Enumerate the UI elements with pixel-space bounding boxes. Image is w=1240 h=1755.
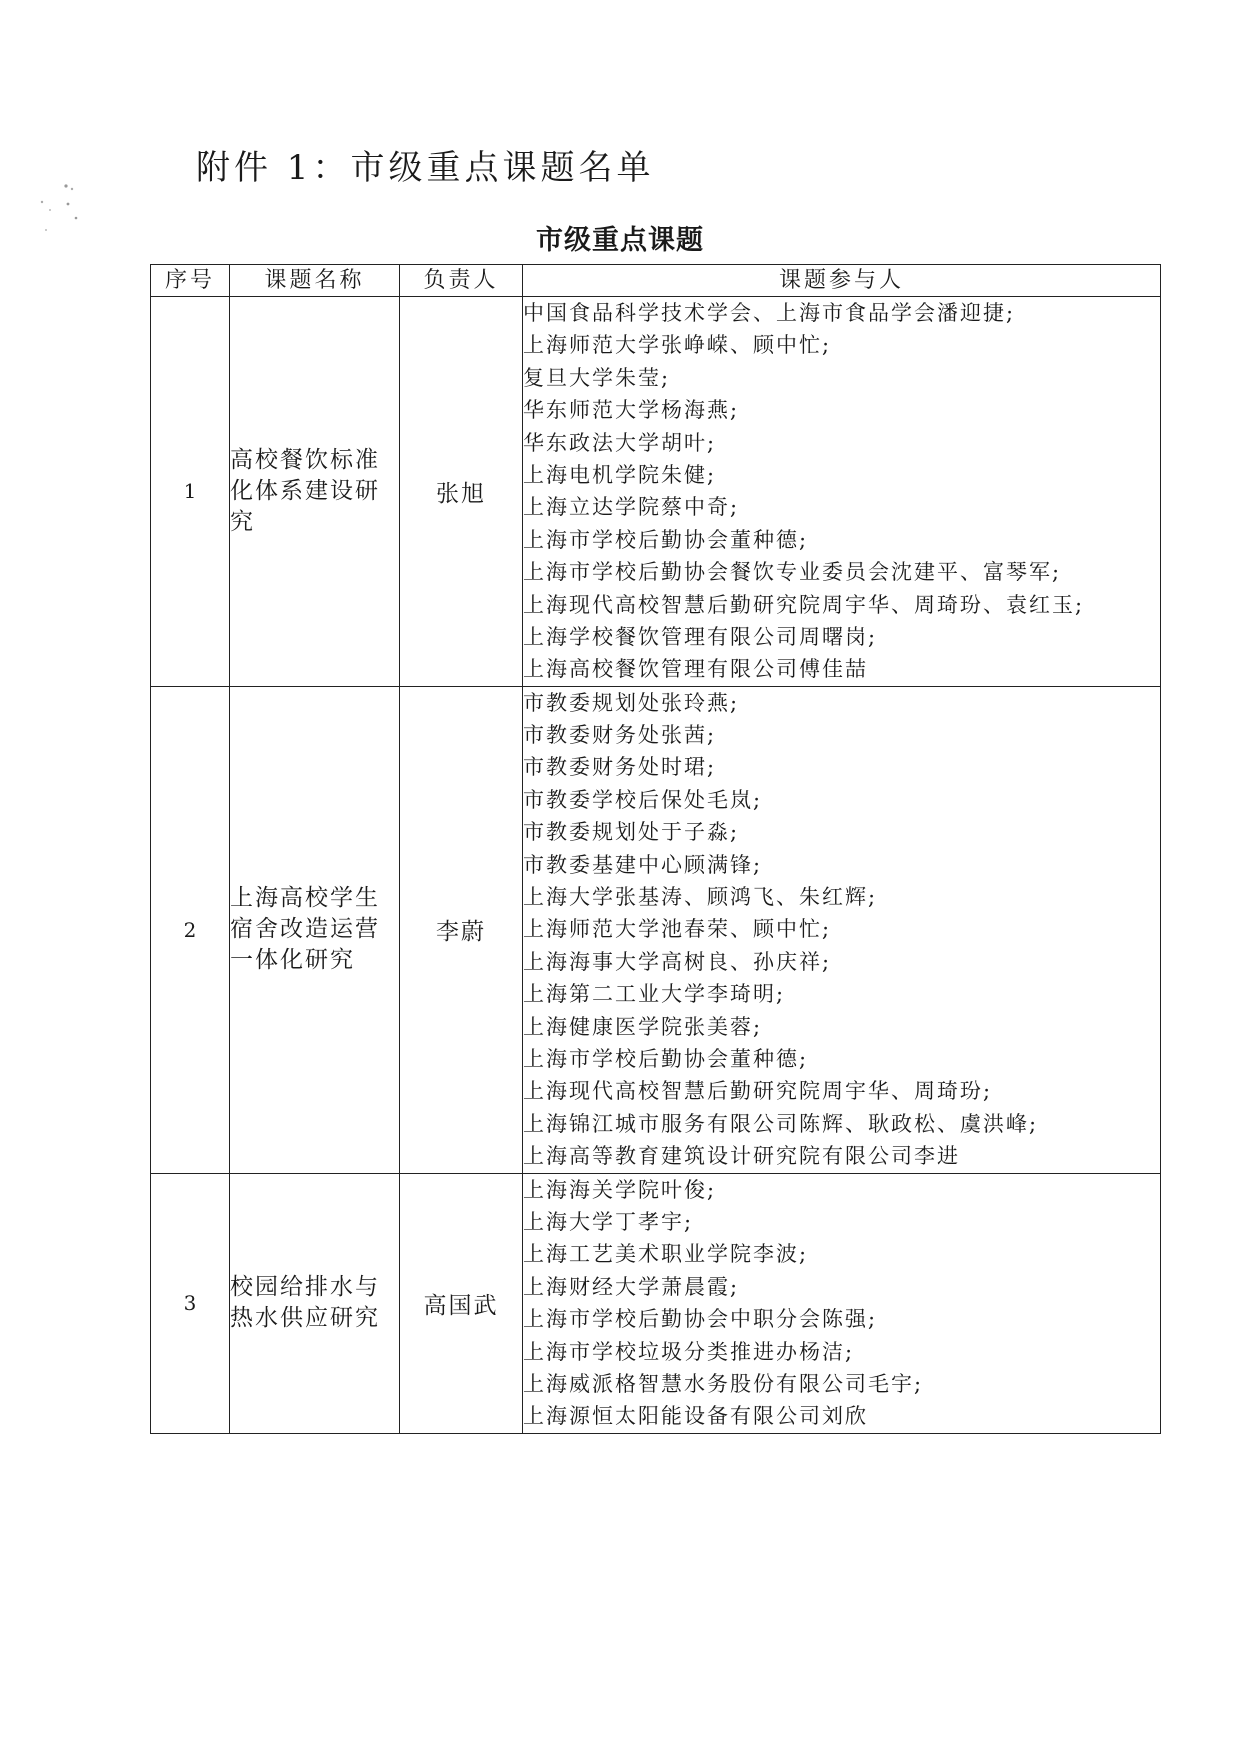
topic-name: 高校餐饮标准化体系建设研究: [230, 297, 400, 687]
member-line: 上海师范大学池春荣、顾中忙;: [523, 917, 832, 942]
row-index: 2: [151, 686, 230, 1173]
member-line: 上海第二工业大学李琦明;: [523, 982, 786, 1007]
member-line: 市教委财务处时珺;: [523, 755, 717, 780]
topic-lead: 张旭: [400, 297, 523, 687]
topic-table: [150, 264, 1161, 1434]
member-line: 上海源恒太阳能设备有限公司刘欣: [523, 1404, 868, 1429]
member-line: 上海威派格智慧水务股份有限公司毛宇;: [523, 1371, 924, 1396]
table-row: [151, 297, 1161, 687]
topic-members: [523, 686, 1161, 1173]
member-line: 上海立达学院蔡中奇;: [523, 495, 740, 520]
member-line: 上海财经大学萧晨霞;: [523, 1274, 740, 1299]
member-line: 上海大学张基涛、顾鸿飞、朱红辉;: [523, 885, 878, 910]
member-line: 上海健康医学院张美蓉;: [523, 1014, 763, 1039]
header-topic-name: 课题名称: [230, 265, 400, 297]
topic-members: [523, 297, 1161, 687]
member-line: 上海大学丁孝宇;: [523, 1209, 694, 1234]
member-line: 市教委规划处张玲燕;: [523, 690, 740, 715]
member-line: 上海高等教育建筑设计研究院有限公司李进: [523, 1144, 960, 1169]
member-line: 上海市学校垃圾分类推进办杨洁;: [523, 1339, 855, 1364]
member-line: 上海市学校后勤协会董种德;: [523, 527, 809, 552]
table-header-row: [151, 265, 1161, 297]
table-row: [151, 1173, 1161, 1433]
row-index: 1: [151, 297, 230, 687]
member-line: 上海海关学院叶俊;: [523, 1177, 717, 1202]
member-line: 上海现代高校智慧后勤研究院周宇华、周琦玢;: [523, 1079, 993, 1104]
topic-members: [523, 1173, 1161, 1433]
member-line: 中国食品科学技术学会、上海市食品学会潘迎捷;: [523, 301, 1016, 325]
member-line: 上海市学校后勤协会中职分会陈强;: [523, 1307, 878, 1332]
member-line: 市教委规划处于子淼;: [523, 820, 740, 845]
row-index: 3: [151, 1173, 230, 1433]
table-row: [151, 686, 1161, 1173]
member-line: 上海海事大学高树良、孙庆祥;: [523, 949, 832, 974]
attachment-heading: 附件 1：市级重点课题名单: [196, 148, 655, 188]
topic-name: 上海高校学生宿舍改造运营一体化研究: [230, 686, 400, 1173]
topic-name: 校园给排水与热水供应研究: [230, 1173, 400, 1433]
table-body: [151, 297, 1161, 1434]
member-line: 市教委基建中心顾满锋;: [523, 852, 763, 877]
member-line: 市教委学校后保处毛岚;: [523, 787, 763, 812]
member-line: 上海师范大学张峥嵘、顾中忙;: [523, 333, 832, 358]
member-line: 上海高校餐饮管理有限公司傅佳喆: [523, 657, 868, 682]
member-line: 上海学校餐饮管理有限公司周曙岗;: [523, 624, 878, 649]
topic-lead: 李蔚: [400, 686, 523, 1173]
member-line: 上海现代高校智慧后勤研究院周宇华、周琦玢、袁红玉;: [523, 592, 1085, 617]
member-line: 上海锦江城市服务有限公司陈辉、耿政松、虞洪峰;: [523, 1111, 1039, 1136]
member-line: 市教委财务处张茜;: [523, 723, 717, 748]
member-line: 上海工艺美术职业学院李波;: [523, 1242, 809, 1267]
header-lead: 负责人: [400, 265, 523, 297]
member-line: 华东师范大学杨海燕;: [523, 398, 740, 423]
member-line: 复旦大学朱莹;: [523, 365, 671, 390]
topic-lead: 高国武: [400, 1173, 523, 1433]
member-line: 上海市学校后勤协会餐饮专业委员会沈建平、富琴军;: [523, 560, 1062, 585]
member-line: 上海市学校后勤协会董种德;: [523, 1046, 809, 1071]
header-members: 课题参与人: [523, 265, 1161, 297]
member-line: 华东政法大学胡叶;: [523, 430, 717, 455]
header-index: 序号: [151, 265, 230, 297]
member-line: 上海电机学院朱健;: [523, 462, 717, 487]
document-title: 市级重点课题: [536, 225, 704, 256]
